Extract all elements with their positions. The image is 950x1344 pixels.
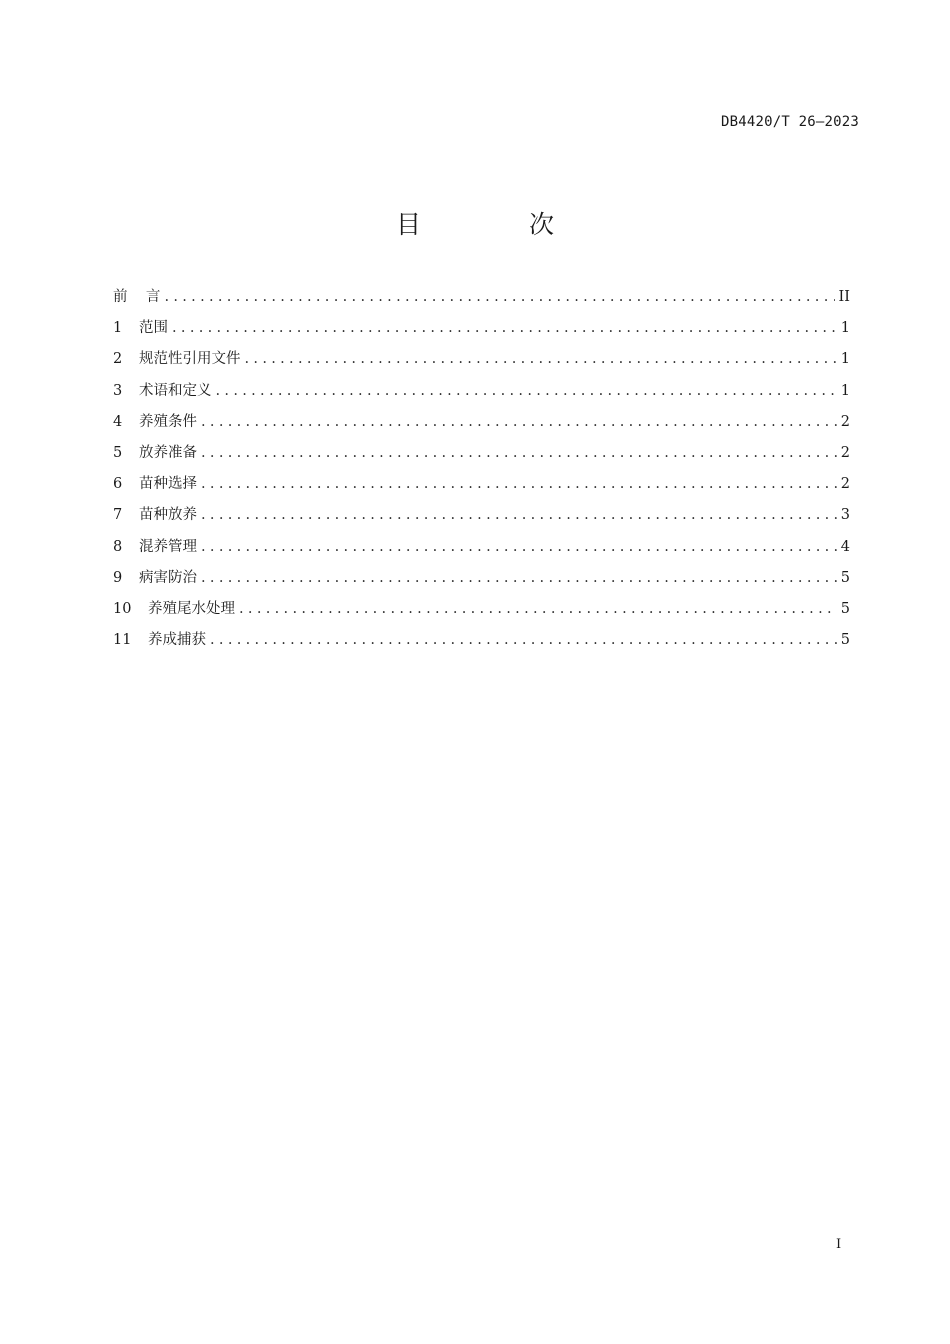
toc-leader-dots [201, 471, 837, 497]
toc-entry-page: II [838, 289, 850, 305]
toc-entry-2[interactable] [113, 346, 850, 377]
toc-leader-dots [245, 346, 837, 372]
toc-entry-label: 术语和定义 [139, 382, 212, 399]
toc-entry-page: 2 [840, 444, 850, 461]
toc-entry-label: 规范性引用文件 [139, 351, 241, 368]
toc-entry-4[interactable] [113, 409, 850, 440]
toc-entry-page: 2 [840, 413, 850, 430]
toc-entry-label: 放养准备 [139, 444, 197, 461]
toc-entry-label: 病害防治 [139, 569, 197, 586]
toc-entry-number: 8 [113, 538, 123, 555]
toc-entry-1[interactable] [113, 315, 850, 346]
toc-leader-dots [201, 409, 837, 435]
toc-entry-label: 养成捕获 [148, 632, 206, 649]
toc-entry-9[interactable] [113, 565, 850, 596]
toc-leader-dots [239, 596, 837, 622]
toc-entry-number: 7 [113, 507, 123, 524]
toc-entry-label: 前 言 [113, 289, 161, 305]
toc-entry-number: 5 [113, 444, 123, 461]
page-number: I [836, 1237, 842, 1252]
toc-entry-page: 4 [840, 538, 850, 555]
toc-leader-dots [201, 502, 837, 528]
toc-entry-label: 苗种放养 [139, 507, 197, 524]
toc-entry-foreword[interactable] [113, 284, 850, 315]
toc-leader-dots [216, 378, 837, 404]
toc-entry-page: 3 [840, 507, 850, 524]
toc-entry-8[interactable] [113, 534, 850, 565]
table-of-contents [113, 284, 850, 658]
toc-entry-number: 10 [113, 600, 132, 617]
toc-entry-page: 5 [840, 569, 850, 586]
document-code: DB4420/T 26—2023 [720, 114, 859, 130]
toc-entry-page: 5 [840, 632, 850, 649]
toc-entry-label: 养殖条件 [139, 413, 197, 430]
toc-entry-number: 11 [113, 632, 132, 649]
toc-entry-7[interactable] [113, 502, 850, 533]
toc-entry-label: 苗种选择 [139, 476, 197, 493]
toc-entry-3[interactable] [113, 378, 850, 409]
toc-entry-page: 1 [840, 351, 850, 368]
toc-leader-dots [201, 565, 837, 591]
toc-entry-number: 3 [113, 382, 123, 399]
toc-leader-dots [164, 284, 834, 310]
toc-entry-number: 9 [113, 569, 123, 586]
toc-leader-dots [201, 534, 837, 560]
toc-entry-number: 4 [113, 413, 123, 430]
toc-leader-dots [201, 440, 837, 466]
toc-entry-label: 混养管理 [139, 538, 197, 555]
toc-entry-label: 养殖尾水处理 [148, 600, 235, 617]
toc-entry-number: 6 [113, 476, 123, 493]
toc-leader-dots [172, 315, 837, 341]
toc-entry-6[interactable] [113, 471, 850, 502]
toc-entry-page: 1 [840, 382, 850, 399]
toc-entry-5[interactable] [113, 440, 850, 471]
toc-entry-page: 1 [840, 320, 850, 337]
toc-entry-number: 2 [113, 351, 123, 368]
toc-entry-10[interactable] [113, 596, 850, 627]
toc-entry-number: 1 [113, 320, 123, 337]
toc-entry-11[interactable] [113, 627, 850, 658]
toc-title: 目 次 [396, 210, 604, 239]
toc-entry-page: 2 [840, 476, 850, 493]
toc-leader-dots [210, 627, 837, 653]
toc-entry-page: 5 [840, 600, 850, 617]
toc-entry-label: 范围 [139, 320, 168, 337]
